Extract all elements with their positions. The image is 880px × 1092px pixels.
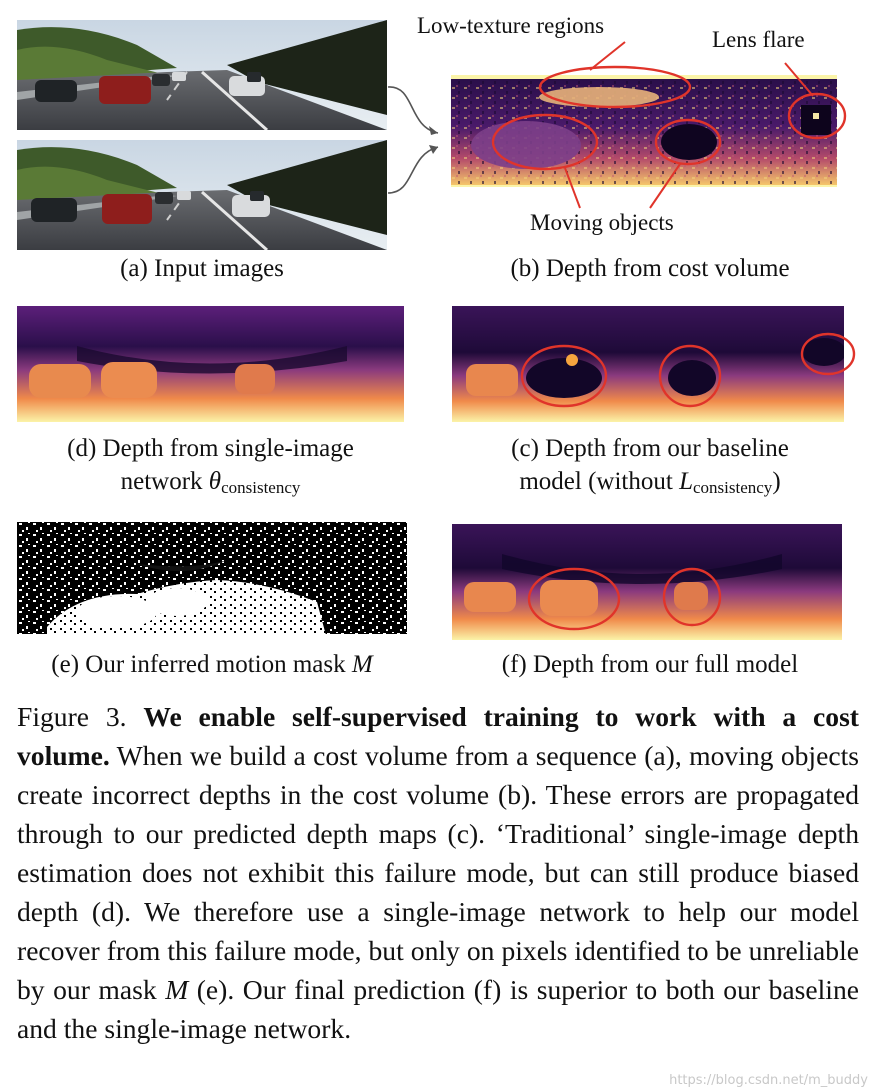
single-image-depth-map	[17, 306, 404, 422]
caption-e-text: (e) Our inferred motion mask	[51, 651, 352, 678]
caption-f: (f) Depth from our full model	[501, 651, 799, 678]
full-model-annotation-circles	[452, 524, 842, 640]
figure-caption-mask-symbol: M	[165, 974, 189, 1005]
figure-caption-text: When we build a cost volume from a sequence (a), moving objects create incorrect depths in the cost volume (b). These errors are propagated through to our predicted depth maps (c). ‘Traditional’ single-image depth estimation does not exhibit this failure mode, but can still produce biased depth (d). We therefore use a single-image network to help our model recover from this failure mode, but only on pixels identified to be unreliable by our mask	[17, 740, 859, 1005]
figure-caption-text-end: (e). Our final prediction (f) is superior to both our baseline and the single-image network.	[17, 974, 860, 1044]
input-image-2	[17, 140, 387, 250]
caption-c-line2: model (without	[519, 468, 680, 495]
caption-c-close: )	[772, 468, 781, 495]
figure-label: Figure 3.	[17, 701, 144, 732]
annotation-lens-flare: Lens flare	[712, 27, 805, 52]
figure-caption-bold: We enable self-supervised training to work with a cost volume.	[17, 701, 859, 771]
caption-c	[440, 432, 860, 504]
caption-d-line2: network	[120, 468, 209, 495]
caption-e	[17, 648, 407, 681]
caption-d	[17, 432, 404, 504]
theta-symbol: θ	[208, 468, 222, 495]
loss-symbol: L	[679, 468, 693, 495]
caption-b: (b) Depth from cost volume	[510, 255, 790, 282]
annotation-low-texture: Low-texture regions	[417, 13, 605, 38]
caption-c-line1: (c) Depth from our baseline	[511, 435, 789, 462]
input-image-1	[17, 20, 387, 130]
caption-d-line1: (d) Depth from single-image	[67, 435, 354, 462]
caption-c-subscript: consistency	[692, 478, 773, 497]
motion-mask-image	[17, 522, 407, 639]
watermark: https://blog.csdn.net/m_buddy	[669, 1073, 868, 1088]
baseline-annotation-circles	[452, 306, 862, 422]
caption-a: (a) Input images	[120, 255, 284, 282]
caption-d-subscript: consistency	[221, 478, 301, 497]
figure-caption	[17, 697, 859, 1048]
annotation-moving-objects: Moving objects	[530, 210, 674, 235]
mask-symbol: M	[351, 651, 373, 678]
